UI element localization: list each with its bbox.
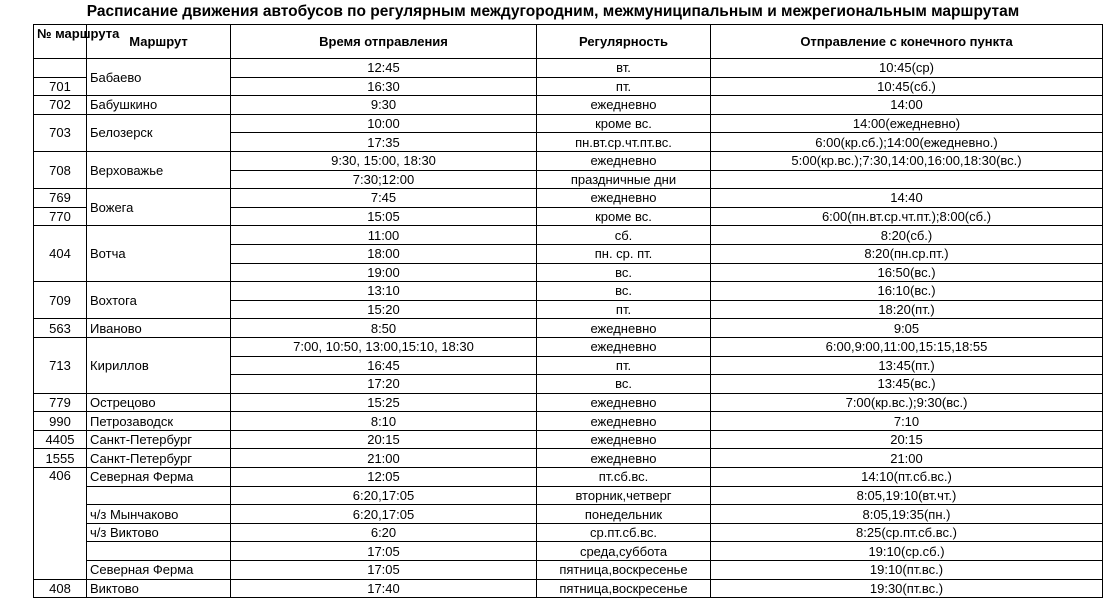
departure-time: 6:20,17:05	[231, 486, 537, 505]
return-time: 18:20(пт.)	[711, 300, 1103, 319]
regularity: пт.	[537, 356, 711, 375]
regularity: пн.вт.ср.чт.пт.вс.	[537, 133, 711, 152]
regularity: понедельник	[537, 505, 711, 524]
departure-time: 17:20	[231, 375, 537, 394]
route-name: Виктово	[87, 579, 231, 598]
departure-time: 11:00	[231, 226, 537, 245]
header-regularity: Регулярность	[537, 25, 711, 59]
table-row	[34, 579, 1103, 598]
departure-time: 13:10	[231, 282, 537, 301]
return-time: 19:10(пт.вс.)	[711, 561, 1103, 580]
table-row	[34, 337, 1103, 356]
return-time: 8:05,19:10(вт.чт.)	[711, 486, 1103, 505]
return-time: 5:00(кр.вс.);7:30,14:00,16:00,18:30(вс.)	[711, 151, 1103, 170]
return-time: 14:40	[711, 189, 1103, 208]
route-name: Санкт-Петербург	[87, 449, 231, 468]
return-time: 8:20(сб.)	[711, 226, 1103, 245]
departure-time: 17:40	[231, 579, 537, 598]
route-number: 779	[34, 393, 87, 412]
departure-time: 17:05	[231, 561, 537, 580]
route-number: 404	[34, 226, 87, 282]
departure-time: 17:35	[231, 133, 537, 152]
header-row	[34, 25, 1103, 59]
departure-time: 18:00	[231, 244, 537, 263]
route-name: Северная Ферма	[87, 561, 231, 580]
regularity: ежедневно	[537, 319, 711, 338]
departure-time: 6:20	[231, 523, 537, 542]
table-row	[34, 505, 1103, 524]
regularity: пт.	[537, 300, 711, 319]
route-name: Вотча	[87, 226, 231, 282]
route-number: 709	[34, 282, 87, 319]
return-time: 16:10(вс.)	[711, 282, 1103, 301]
return-time: 7:00(кр.вс.);9:30(вс.)	[711, 393, 1103, 412]
regularity: ежедневно	[537, 151, 711, 170]
regularity: ежедневно	[537, 337, 711, 356]
route-number: 701	[34, 77, 87, 96]
table-row	[34, 523, 1103, 542]
regularity: ежедневно	[537, 393, 711, 412]
departure-time: 10:00	[231, 114, 537, 133]
route-number: 1555	[34, 449, 87, 468]
return-time: 13:45(пт.)	[711, 356, 1103, 375]
regularity: кроме вс.	[537, 207, 711, 226]
header-departure: Время отправления	[231, 25, 537, 59]
departure-time: 8:50	[231, 319, 537, 338]
header-return: Отправление с конечного пункта	[711, 25, 1103, 59]
route-name: Верховажье	[87, 151, 231, 188]
regularity: ежедневно	[537, 412, 711, 431]
departure-time: 21:00	[231, 449, 537, 468]
route-name: Вожега	[87, 189, 231, 226]
route-number: 563	[34, 319, 87, 338]
table-row	[34, 96, 1103, 115]
return-time: 14:10(пт.сб.вс.)	[711, 468, 1103, 487]
page-title: Расписание движения автобусов по регулярным междугородним, межмуниципальным и межрегиональным маршрутам	[86, 3, 1020, 20]
route-name: Вохтога	[87, 282, 231, 319]
departure-time: 7:30;12:00	[231, 170, 537, 189]
route-number: 713	[34, 337, 87, 393]
regularity: пн. ср. пт.	[537, 244, 711, 263]
route-number: 708	[34, 151, 87, 188]
departure-time: 9:30	[231, 96, 537, 115]
departure-time: 12:05	[231, 468, 537, 487]
return-time: 13:45(вс.)	[711, 375, 1103, 394]
table-row	[34, 542, 1103, 561]
regularity: среда,суббота	[537, 542, 711, 561]
regularity: ежедневно	[537, 189, 711, 208]
return-time: 6:00(пн.вт.ср.чт.пт.);8:00(сб.)	[711, 207, 1103, 226]
return-time: 8:20(пн.ср.пт.)	[711, 244, 1103, 263]
regularity: кроме вс.	[537, 114, 711, 133]
regularity: пятница,воскресенье	[537, 579, 711, 598]
regularity: вт.	[537, 59, 711, 78]
route-name: Бабушкино	[87, 96, 231, 115]
table-row	[34, 59, 1103, 78]
regularity: вс.	[537, 263, 711, 282]
regularity: вс.	[537, 375, 711, 394]
departure-time: 15:20	[231, 300, 537, 319]
departure-time: 16:45	[231, 356, 537, 375]
route-name: Острецово	[87, 393, 231, 412]
departure-time: 16:30	[231, 77, 537, 96]
regularity: вс.	[537, 282, 711, 301]
route-name: ч/з Виктово	[87, 523, 231, 542]
schedule-body	[34, 59, 1103, 598]
table-row	[34, 151, 1103, 170]
return-time: 19:10(ср.сб.)	[711, 542, 1103, 561]
regularity: сб.	[537, 226, 711, 245]
regularity: пт.	[537, 77, 711, 96]
table-row	[34, 282, 1103, 301]
return-time: 20:15	[711, 430, 1103, 449]
route-number: 4405	[34, 430, 87, 449]
table-row	[34, 393, 1103, 412]
departure-time: 12:45	[231, 59, 537, 78]
route-name: Иваново	[87, 319, 231, 338]
departure-time: 15:05	[231, 207, 537, 226]
route-name: Кириллов	[87, 337, 231, 393]
route-number: 406	[34, 468, 87, 580]
table-row	[34, 412, 1103, 431]
route-number: 408	[34, 579, 87, 598]
regularity: пятница,воскресенье	[537, 561, 711, 580]
table-row	[34, 319, 1103, 338]
return-time: 19:30(пт.вс.)	[711, 579, 1103, 598]
route-name: Санкт-Петербург	[87, 430, 231, 449]
header-route: Маршрут	[87, 25, 231, 59]
route-name	[87, 542, 231, 561]
return-time: 21:00	[711, 449, 1103, 468]
route-number	[34, 59, 87, 78]
departure-time: 7:45	[231, 189, 537, 208]
table-row	[34, 468, 1103, 487]
return-time: 6:00,9:00,11:00,15:15,18:55	[711, 337, 1103, 356]
return-time: 16:50(вс.)	[711, 263, 1103, 282]
table-row	[34, 114, 1103, 133]
regularity: ежедневно	[537, 96, 711, 115]
regularity: пт.сб.вс.	[537, 468, 711, 487]
return-time: 6:00(кр.сб.);14:00(ежедневно.)	[711, 133, 1103, 152]
departure-time: 8:10	[231, 412, 537, 431]
table-row	[34, 189, 1103, 208]
route-name: Белозерск	[87, 114, 231, 151]
return-time: 10:45(сб.)	[711, 77, 1103, 96]
departure-time: 9:30, 15:00, 18:30	[231, 151, 537, 170]
header-num: № маршрута	[34, 25, 87, 59]
route-name: Северная Ферма	[87, 468, 231, 487]
return-time: 8:05,19:35(пн.)	[711, 505, 1103, 524]
departure-time: 17:05	[231, 542, 537, 561]
return-time: 14:00(ежедневно)	[711, 114, 1103, 133]
table-row	[34, 430, 1103, 449]
return-time: 8:25(ср.пт.сб.вс.)	[711, 523, 1103, 542]
route-name: Бабаево	[87, 59, 231, 96]
route-number: 769	[34, 189, 87, 208]
route-name: Петрозаводск	[87, 412, 231, 431]
regularity: ежедневно	[537, 449, 711, 468]
departure-time: 15:25	[231, 393, 537, 412]
route-number: 770	[34, 207, 87, 226]
schedule-table	[33, 24, 1103, 598]
departure-time: 20:15	[231, 430, 537, 449]
route-name: ч/з Мынчаково	[87, 505, 231, 524]
regularity: ежедневно	[537, 430, 711, 449]
route-number: 702	[34, 96, 87, 115]
departure-time: 6:20,17:05	[231, 505, 537, 524]
route-name	[87, 486, 231, 505]
departure-time: 7:00, 10:50, 13:00,15:10, 18:30	[231, 337, 537, 356]
return-time: 7:10	[711, 412, 1103, 431]
table-row	[34, 561, 1103, 580]
return-time: 10:45(ср)	[711, 59, 1103, 78]
regularity: вторник,четверг	[537, 486, 711, 505]
table-row	[34, 449, 1103, 468]
route-number: 703	[34, 114, 87, 151]
departure-time: 19:00	[231, 263, 537, 282]
regularity: праздничные дни	[537, 170, 711, 189]
regularity: ср.пт.сб.вс.	[537, 523, 711, 542]
return-time: 9:05	[711, 319, 1103, 338]
table-row	[34, 226, 1103, 245]
route-number: 990	[34, 412, 87, 431]
return-time	[711, 170, 1103, 189]
return-time: 14:00	[711, 96, 1103, 115]
table-row	[34, 486, 1103, 505]
